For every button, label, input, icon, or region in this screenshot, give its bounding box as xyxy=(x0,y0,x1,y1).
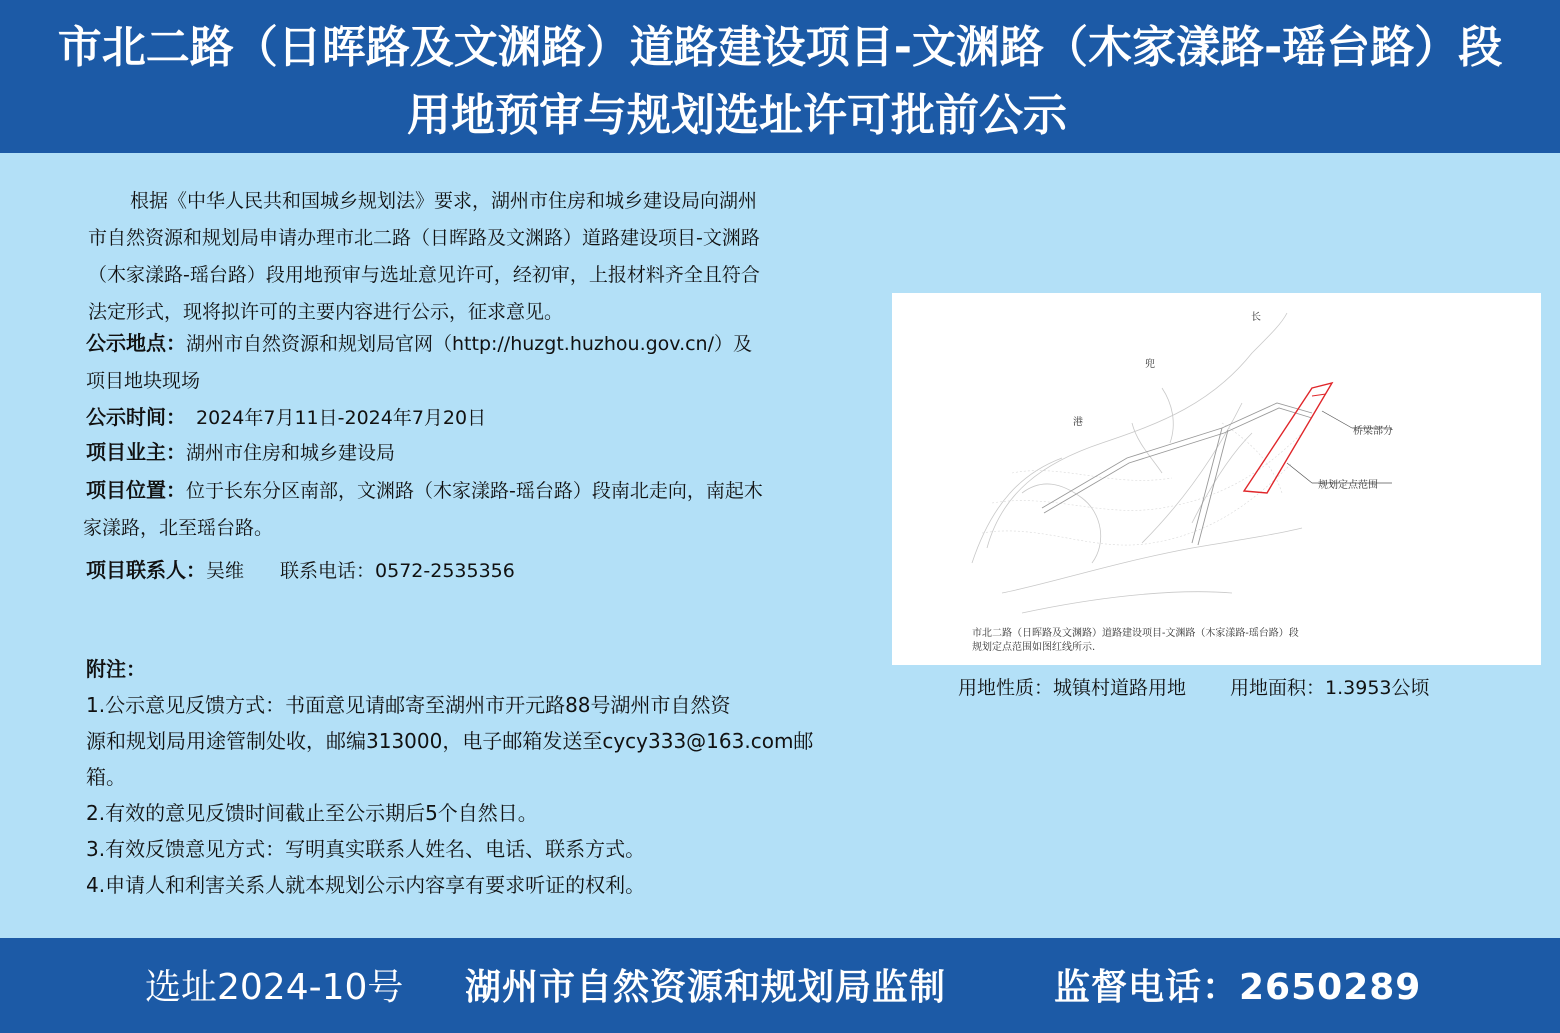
map-label: 兜 xyxy=(1145,359,1155,370)
map-caption xyxy=(972,627,1492,655)
field-owner xyxy=(86,434,886,472)
land-nature: 用地性质：城镇村道路用地 xyxy=(958,677,1187,699)
land-area: 用地面积：1.3953公顷 xyxy=(1230,677,1430,699)
map-label: 规划定点范围 xyxy=(1318,480,1378,491)
field-label: 项目业主： xyxy=(86,440,186,464)
field-value: 2024年7月11日-2024年7月20日 xyxy=(196,407,487,429)
map-label: 港 xyxy=(1073,417,1083,428)
intro-line: 市自然资源和规划局申请办理市北二路（日晖路及文渊路）道路建设项目-文渊路 xyxy=(88,227,760,249)
site-map-drawing xyxy=(892,293,1541,665)
header-banner xyxy=(0,0,1560,153)
note-item: 箱。 xyxy=(86,765,126,789)
notes-section xyxy=(86,651,916,903)
field-label: 项目位置： xyxy=(86,478,186,502)
intro-line: 根据《中华人民共和国城乡规划法》要求，湖州市住房和城乡建设局向湖州 xyxy=(130,190,758,212)
field-value: 家漾路，北至瑶台路。 xyxy=(83,517,274,539)
page-title-line1: 市北二路（日晖路及文渊路）道路建设项目-文渊路（木家漾路-瑶台路）段 xyxy=(57,22,1503,73)
intro-paragraph xyxy=(88,183,888,331)
field-contact xyxy=(86,552,886,590)
note-item: 4.申请人和利害关系人就本规划公示内容享有要求听证的权利。 xyxy=(86,873,646,897)
field-label: 项目联系人： xyxy=(86,558,206,582)
footer-code: 选址2024-10号 xyxy=(145,967,404,1008)
map-caption-line: 市北二路（日晖路及文渊路）道路建设项目-文渊路（木家漾路-瑶台路）段 xyxy=(972,628,1299,639)
map-caption-line: 规划定点范围如图红线所示. xyxy=(972,642,1096,653)
notes-title: 附注： xyxy=(86,657,146,681)
notice-body xyxy=(0,153,1560,938)
footer-hotline: 监督电话：2650289 xyxy=(1054,967,1422,1008)
contact-name: 吴维 xyxy=(206,560,245,582)
map-label: 长 xyxy=(1251,312,1261,323)
note-item: 3.有效反馈意见方式：写明真实联系人姓名、电话、联系方式。 xyxy=(86,837,646,861)
field-value: 湖州市住房和城乡建设局 xyxy=(186,442,396,464)
page-title-line2: 用地预审与规划选址许可批前公示 xyxy=(407,90,1067,141)
map-label: 桥梁部分 xyxy=(1353,426,1393,437)
field-label: 公示地点： xyxy=(86,331,186,355)
site-map xyxy=(892,293,1541,665)
intro-line: （木家漾路-瑶台路）段用地预审与选址意见许可，经初审，上报材料齐全且符合 xyxy=(88,264,760,286)
intro-line: 法定形式，现将拟许可的主要内容进行公示，征求意见。 xyxy=(88,301,564,323)
field-time xyxy=(86,399,886,437)
phone-value: 0572-2535356 xyxy=(375,560,515,582)
land-info xyxy=(958,675,1430,701)
note-item: 1.公示意见反馈方式：书面意见请邮寄至湖州市开元路88号湖州市自然资 xyxy=(86,693,731,717)
phone-label: 联系电话： xyxy=(280,560,376,582)
note-item: 2.有效的意见反馈时间截止至公示期后5个自然日。 xyxy=(86,801,538,825)
field-value: 项目地块现场 xyxy=(86,370,201,392)
field-value: 湖州市自然资源和规划局官网（http://huzgt.huzhou.gov.cn/）及 xyxy=(186,333,753,355)
footer-org: 湖州市自然资源和规划局监制 xyxy=(465,967,947,1008)
field-label: 公示时间： xyxy=(86,405,186,429)
field-value: 位于长东分区南部，文渊路（木家漾路-瑶台路）段南北走向，南起木 xyxy=(186,480,763,502)
field-location xyxy=(86,325,886,400)
footer-banner xyxy=(0,938,1560,1033)
note-item: 源和规划局用途管制处收，邮编313000，电子邮箱发送至cycy333@163.com邮 xyxy=(86,729,814,753)
field-position xyxy=(83,472,886,547)
